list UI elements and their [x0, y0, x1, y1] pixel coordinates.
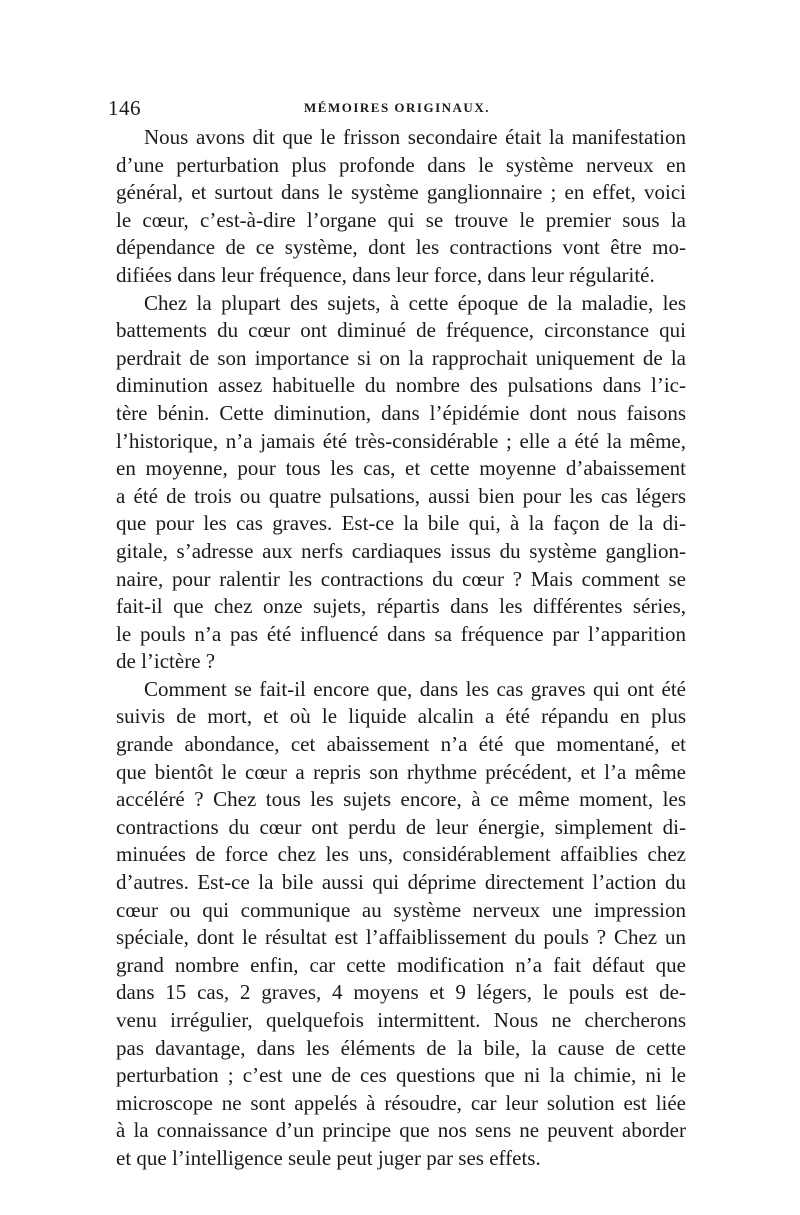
text-line: battements du cœur ont diminué de fréquence, circonstance qui — [116, 318, 686, 343]
text-line: fait-il que chez onze sujets, répartis dans les différentes séries, — [116, 594, 686, 619]
text-line: suivis de mort, et où le liquide alcalin a été répandu en plus — [116, 704, 686, 729]
paragraph — [116, 124, 686, 290]
text-line: venu irrégulier, quelquefois intermittent. Nous ne chercherons — [116, 1008, 686, 1032]
text-line: dépendance de ce système, dont les contractions vont être mo- — [116, 235, 686, 260]
text-line: perdrait de son importance si on la rapprochait uniquement de la — [116, 345, 686, 370]
text-line: contractions du cœur ont perdu de leur énergie, simplement di- — [116, 814, 686, 839]
running-head: MÉMOIRES ORIGINAUX. — [304, 100, 490, 115]
text-line: a été de trois ou quatre pulsations, aussi bien pour les cas légers — [116, 483, 686, 508]
text-line: le cœur, c’est-à-dire l’organe qui se trouve le premier sous la — [116, 207, 686, 232]
text-line: microscope ne sont appelés à résoudre, car leur solution est liée — [116, 1090, 686, 1115]
text-line: de l’ictère ? — [116, 649, 216, 674]
text-line: le pouls n’a pas été influencé dans sa fréquence par l’apparition — [116, 621, 686, 646]
text-line: général, et surtout dans le système ganglionnaire ; en effet, voici — [116, 180, 686, 205]
paragraph — [116, 676, 686, 1173]
text-line: dans 15 cas, 2 graves, 4 moyens et 9 légers, le pouls est de- — [116, 980, 686, 1005]
text-line: naire, pour ralentir les contractions du cœur ? Mais comment se — [116, 566, 686, 591]
text-line: accéléré ? Chez tous les sujets encore, à ce même moment, les — [116, 787, 686, 812]
paragraph — [116, 290, 686, 676]
text-line: diminution assez habituelle du nombre des pulsations dans l’ic- — [116, 373, 686, 398]
page-header — [108, 96, 692, 118]
text-line: perturbation ; c’est une de ces questions que ni la chimie, ni le — [116, 1063, 686, 1088]
text-line: l’historique, n’a jamais été très-considérable ; elle a été la même, — [116, 428, 686, 453]
text-line: grand nombre enfin, car cette modification n’a fait défaut que — [116, 952, 686, 977]
text-line: spéciale, dont le résultat est l’affaiblissement du pouls ? Chez un — [116, 925, 686, 950]
text-line: à la connaissance d’un principe que nos sens ne peuvent aborder — [116, 1118, 686, 1143]
text-line: pas davantage, dans les éléments de la bile, la cause de cette — [116, 1035, 686, 1060]
text-line: en moyenne, pour tous les cas, et cette moyenne d’abaissement — [116, 456, 686, 481]
text-line: d’une perturbation plus profonde dans le système nerveux en — [116, 152, 686, 177]
body-text — [116, 124, 686, 1173]
text-line: grande abondance, cet abaissement n’a été que momentané, et — [116, 732, 686, 757]
page-number: 146 — [108, 96, 141, 120]
text-line: minuées de force chez les uns, considérablement affaiblies chez — [116, 842, 686, 867]
text-line: que pour les cas graves. Est-ce la bile qui, à la façon de la di- — [116, 511, 686, 536]
text-line: d’autres. Est-ce la bile aussi qui déprime directement l’action du — [116, 870, 686, 895]
text-line: que bientôt le cœur a repris son rhythme précédent, et l’a même — [116, 759, 686, 784]
text-line: et que l’intelligence seule peut juger par ses effets. — [116, 1145, 541, 1170]
text-line: Chez la plupart des sujets, à cette époque de la maladie, les — [144, 290, 686, 315]
text-line: difiées dans leur fréquence, dans leur force, dans leur régularité. — [116, 262, 655, 287]
text-line: gitale, s’adresse aux nerfs cardiaques issus du système ganglion- — [116, 538, 686, 563]
text-line: tère bénin. Cette diminution, dans l’épidémie dont nous faisons — [116, 400, 686, 425]
text-line: Comment se fait-il encore que, dans les cas graves qui ont été — [144, 676, 686, 701]
text-line: Nous avons dit que le frisson secondaire était la manifestation — [144, 125, 686, 149]
text-line: cœur ou qui communique au système nerveux une impression — [116, 897, 686, 922]
